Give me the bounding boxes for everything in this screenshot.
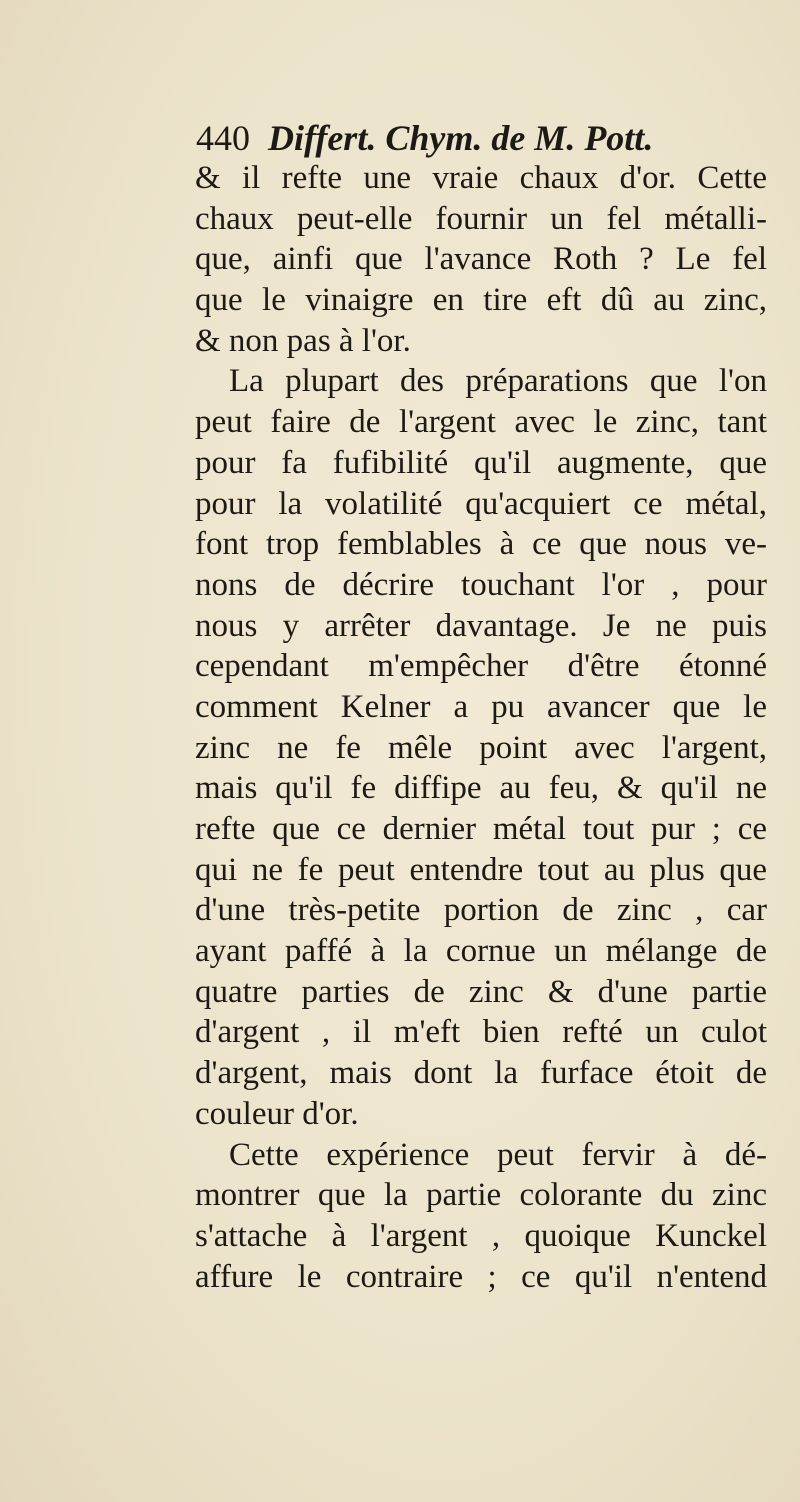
text-line: chaux peut-elle fournir un fel métalli- — [195, 200, 767, 237]
text-line: peut faire de l'argent avec le zinc, tant — [195, 404, 767, 441]
text-line: La plupart des préparations que l'on — [229, 363, 767, 400]
text-line: nons de décrire touchant l'or , pour — [195, 566, 767, 603]
text-line: cependant m'empêcher d'être étonné — [195, 648, 767, 685]
body-text — [195, 158, 767, 1297]
text-line: couleur d'or. — [195, 1095, 359, 1132]
text-line: zinc ne fe mêle point avec l'argent, — [195, 729, 767, 766]
page-header — [196, 118, 653, 158]
text-line: nous y arrêter davantage. Je ne puis — [195, 607, 767, 644]
text-line: que, ainfi que l'avance Roth ? Le fel — [195, 241, 767, 278]
text-line: qui ne fe peut entendre tout au plus que — [195, 851, 767, 888]
text-line: pour fa fufibilité qu'il augmente, que — [195, 444, 767, 481]
text-line: comment Kelner a pu avancer que le — [195, 688, 767, 725]
text-line: s'attache à l'argent , quoique Kunckel — [195, 1217, 767, 1254]
text-line: quatre parties de zinc & d'une partie — [195, 973, 767, 1010]
text-line: Cette expérience peut fervir à dé- — [229, 1136, 767, 1173]
text-line: pour la volatilité qu'acquiert ce métal, — [195, 485, 767, 522]
text-line: & il refte une vraie chaux d'or. Cette — [195, 160, 767, 196]
text-line: d'argent, mais dont la furface étoit de — [195, 1055, 767, 1092]
text-line: que le vinaigre en tire eft dû au zinc, — [195, 282, 767, 319]
text-line: d'argent , il m'eft bien refté un culot — [195, 1014, 767, 1051]
text-line: affure le contraire ; ce qu'il n'entend — [195, 1258, 767, 1295]
text-line: mais qu'il fe diffipe au feu, & qu'il ne — [195, 770, 767, 807]
page-number: 440 — [196, 118, 250, 158]
text-line: montrer que la partie colorante du zinc — [195, 1177, 767, 1214]
text-line: font trop femblables à ce que nous ve- — [195, 526, 767, 563]
text-line: & non pas à l'or. — [195, 322, 411, 359]
running-title: Differt. Chym. de M. Pott. — [268, 118, 654, 158]
text-line: refte que ce dernier métal tout pur ; ce — [195, 811, 767, 847]
text-line: d'une très-petite portion de zinc , car — [195, 892, 767, 929]
text-line: ayant paffé à la cornue un mélange de — [195, 933, 767, 970]
